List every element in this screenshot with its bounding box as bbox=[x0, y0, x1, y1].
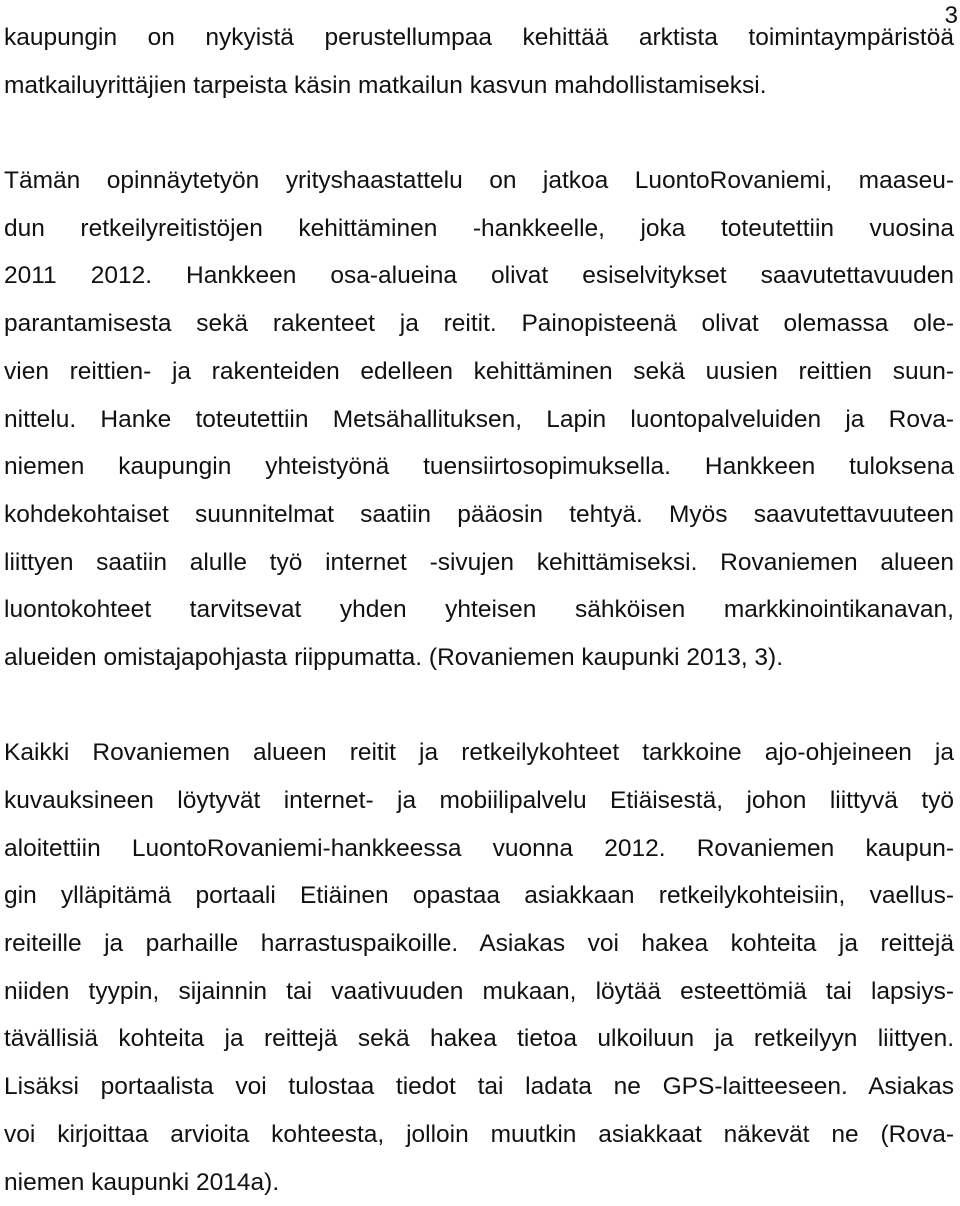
paragraph-spacer bbox=[4, 682, 954, 730]
text-line: niiden tyypin, sijainnin tai vaativuuden mukaan, löytää esteettömiä tai lapsiys- bbox=[4, 968, 954, 1016]
text-line: dun retkeilyreitistöjen kehittäminen -hankkeelle, joka toteutettiin vuosina bbox=[4, 205, 954, 253]
text-line: kuvauksineen löytyvät internet- ja mobiilipalvelu Etiäisestä, johon liittyvä työ bbox=[4, 777, 954, 825]
text-line: voi kirjoittaa arvioita kohteesta, jolloin muutkin asiakkaat näkevät ne (Rova- bbox=[4, 1111, 954, 1159]
text-line: tävällisiä kohteita ja reittejä sekä hakea tietoa ulkoiluun ja retkeilyyn liittyen. bbox=[4, 1015, 954, 1063]
text-line: alueiden omistajapohjasta riippumatta. (Rovaniemen kaupunki 2013, 3). bbox=[4, 634, 954, 682]
text-line: niemen kaupunki 2014a). bbox=[4, 1159, 954, 1206]
text-line: gin ylläpitämä portaali Etiäinen opastaa asiakkaan retkeilykohteisiin, vaellus- bbox=[4, 872, 954, 920]
document-body bbox=[4, 14, 954, 1206]
paragraph bbox=[4, 729, 954, 1206]
text-line: parantamisesta sekä rakenteet ja reitit. Painopisteenä olivat olemassa ole- bbox=[4, 300, 954, 348]
page-number: 3 bbox=[945, 2, 958, 30]
paragraph bbox=[4, 157, 954, 682]
text-line: kohdekohtaiset suunnitelmat saatiin pääosin tehtyä. Myös saavutettavuuteen bbox=[4, 491, 954, 539]
text-line: Lisäksi portaalista voi tulostaa tiedot tai ladata ne GPS-laitteeseen. Asiakas bbox=[4, 1063, 954, 1111]
paragraph bbox=[4, 14, 954, 109]
text-line: matkailuyrittäjien tarpeista käsin matkailun kasvun mahdollistamiseksi. bbox=[4, 62, 954, 110]
text-line: niemen kaupungin yhteistyönä tuensiirtosopimuksella. Hankkeen tuloksena bbox=[4, 443, 954, 491]
text-line: Tämän opinnäytetyön yrityshaastattelu on jatkoa LuontoRovaniemi, maaseu- bbox=[4, 157, 954, 205]
text-line: aloitettiin LuontoRovaniemi-hankkeessa vuonna 2012. Rovaniemen kaupun- bbox=[4, 825, 954, 873]
text-line: vien reittien- ja rakenteiden edelleen kehittäminen sekä uusien reittien suun- bbox=[4, 348, 954, 396]
text-line: liittyen saatiin alulle työ internet -sivujen kehittämiseksi. Rovaniemen alueen bbox=[4, 539, 954, 587]
text-line: 2011 2012. Hankkeen osa-alueina olivat esiselvitykset saavutettavuuden bbox=[4, 252, 954, 300]
text-line: luontokohteet tarvitsevat yhden yhteisen sähköisen markkinointikanavan, bbox=[4, 586, 954, 634]
text-line: kaupungin on nykyistä perustellumpaa kehittää arktista toimintaympäristöä bbox=[4, 14, 954, 62]
text-line: reiteille ja parhaille harrastuspaikoille. Asiakas voi hakea kohteita ja reittejä bbox=[4, 920, 954, 968]
paragraph-spacer bbox=[4, 109, 954, 157]
text-line: nittelu. Hanke toteutettiin Metsähallituksen, Lapin luontopalveluiden ja Rova- bbox=[4, 396, 954, 444]
text-line: Kaikki Rovaniemen alueen reitit ja retkeilykohteet tarkkoine ajo-ohjeineen ja bbox=[4, 729, 954, 777]
